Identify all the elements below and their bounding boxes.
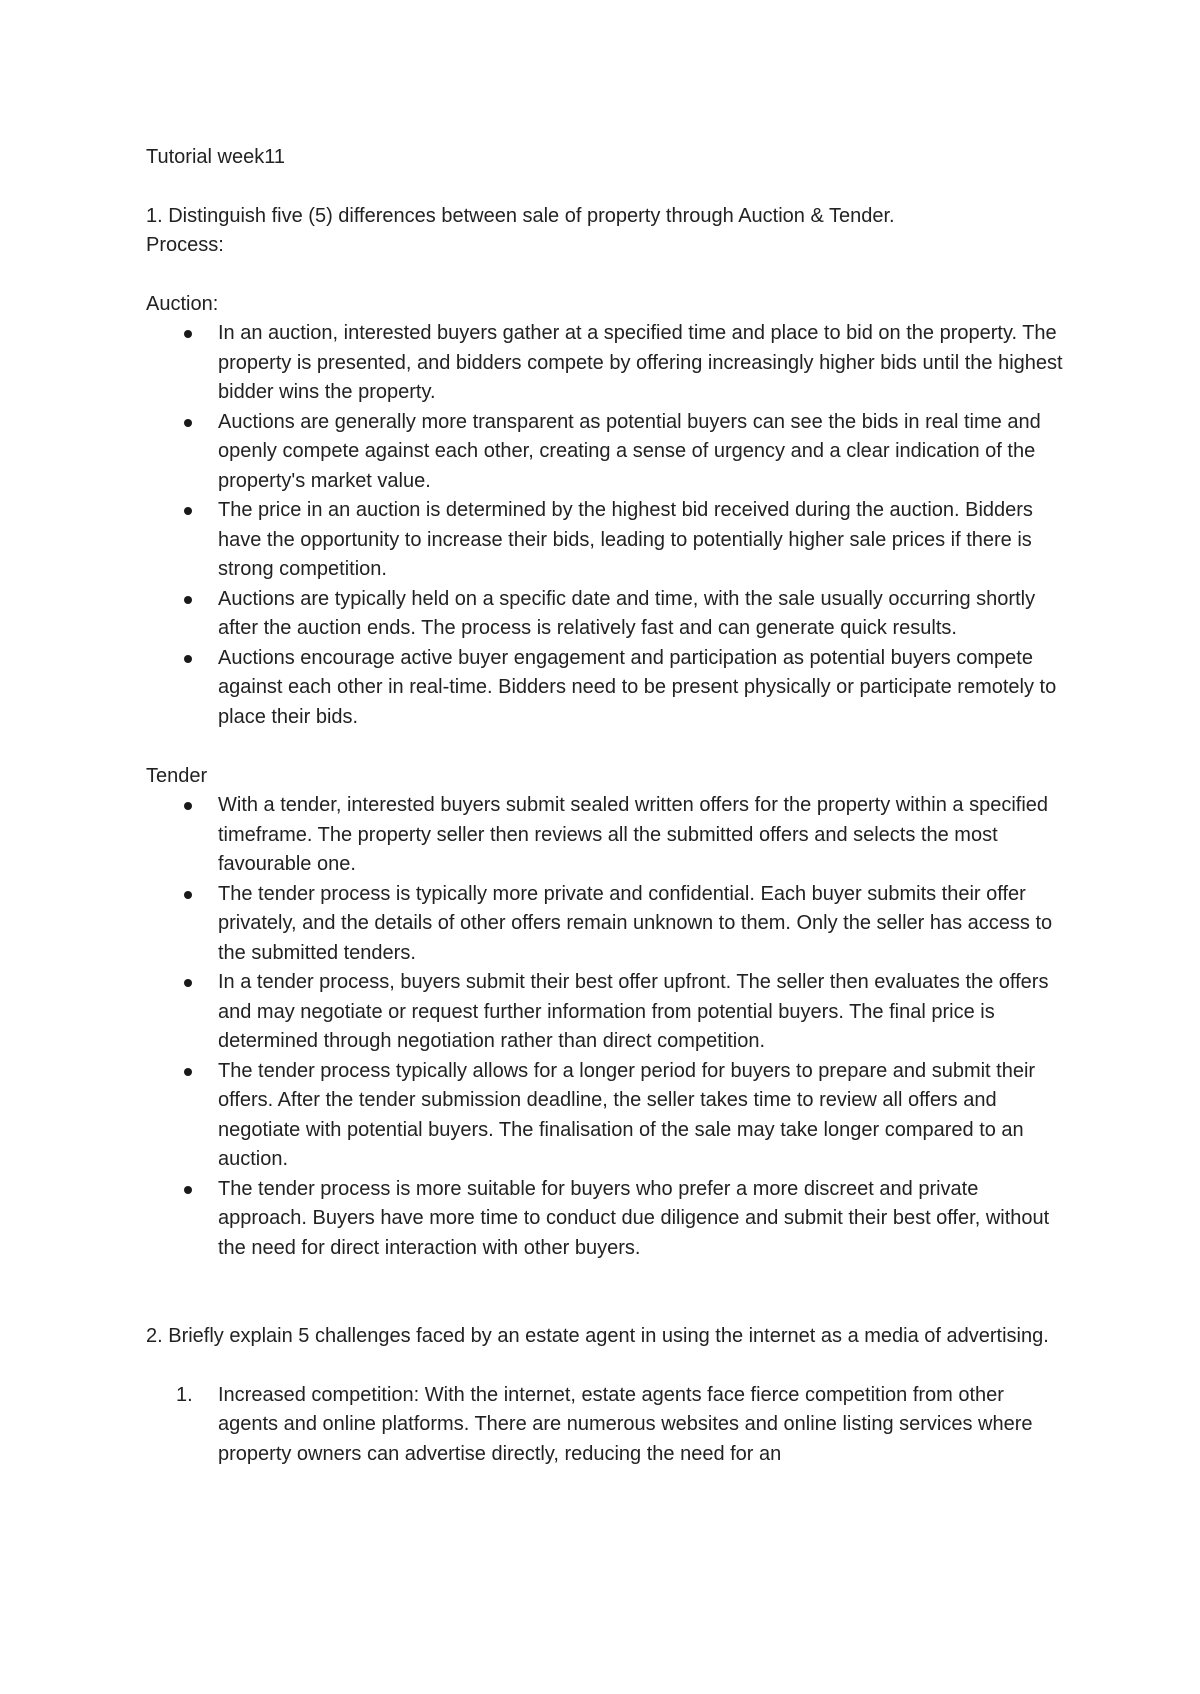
list-item (146, 880, 1066, 969)
spacer (146, 732, 1066, 762)
list-item (146, 1175, 1066, 1264)
question-2: 2. Briefly explain 5 challenges faced by an estate agent in using the internet as a media of advertising. (146, 1325, 1049, 1347)
tender-heading: Tender (146, 764, 208, 787)
auction-heading: Auction: (146, 292, 219, 315)
tender-list (146, 791, 1066, 1263)
list-item-number: 1. (176, 1383, 193, 1406)
list-item-text: The tender process is more suitable for buyers who prefer a more discreet and private approach. Buyers have more time to conduct due diligence and submit their best offer, without the need for direct interaction with other buyers. (218, 1177, 1050, 1259)
list-item-text: The tender process is typically more private and confidential. Each buyer submits their offer privately, and the details of other offers remain unknown to them. Only the seller has access to the submitted tenders. (218, 882, 1053, 964)
bullet-icon (184, 891, 192, 899)
list-item (146, 644, 1066, 733)
list-item (146, 791, 1066, 880)
challenges-list (146, 1381, 1066, 1470)
process-label: Process: (146, 234, 224, 256)
question-1: 1. Distinguish five (5) differences between sale of property through Auction & Tender. (146, 204, 895, 227)
bullet-icon (184, 419, 192, 427)
document-title: Tutorial week11 (146, 146, 285, 168)
list-item-text: In a tender process, buyers submit their best offer upfront. The seller then evaluates the offers and may negotiate or request further information from potential buyers. The final price is determined through negotiation rather than direct competition. (218, 971, 1049, 1052)
list-item-text: Auctions encourage active buyer engagement and participation as potential buyers compete against each other in real-time. Bidders need to be present physically or participate remotely to place their bids. (218, 646, 1057, 728)
list-item-text: Auctions are generally more transparent as potential buyers can see the bids in real time and openly compete against each other, creating a sense of urgency and a clear indication of the property's market value. (218, 410, 1041, 492)
bullet-icon (184, 507, 192, 515)
bullet-icon (184, 1186, 192, 1194)
bullet-icon (184, 330, 192, 338)
list-item (146, 1057, 1066, 1175)
list-item (146, 1381, 1066, 1470)
spacer (146, 1263, 1066, 1322)
list-item-text: With a tender, interested buyers submit sealed written offers for the property within a specified timeframe. The property seller then reviews all the submitted offers and selects the most favourable one. (218, 794, 1049, 875)
list-item (146, 319, 1066, 408)
list-item-text: In an auction, interested buyers gather at a specified time and place to bid on the property. The property is presented, and bidders compete by offering increasingly higher bids until the highest bidder wins the property. (218, 322, 1063, 403)
list-item-text: The price in an auction is determined by the highest bid received during the auction. Bidders have the opportunity to increase their bids, leading to potentially higher sale prices if there is strong competition. (218, 499, 1033, 580)
bullet-icon (184, 802, 192, 810)
bullet-icon (184, 979, 192, 987)
bullet-icon (184, 596, 192, 604)
list-item (146, 585, 1066, 644)
auction-list (146, 319, 1066, 732)
list-item (146, 968, 1066, 1057)
list-item-text: The tender process typically allows for a longer period for buyers to prepare and submit their offers. After the tender submission deadline, the seller takes time to review all offers and negotiate with potential buyers. The finalisation of the sale may take longer compared to an auction. (218, 1059, 1036, 1170)
list-item-text: Increased competition: With the internet, estate agents face fierce competition from other agents and online platforms. There are numerous websites and online listing services where property owners can advertise directly, reducing the need for an (218, 1383, 1033, 1465)
bullet-icon (184, 1068, 192, 1076)
document-page (146, 143, 1066, 1469)
list-item-text: Auctions are typically held on a specific date and time, with the sale usually occurring shortly after the auction ends. The process is relatively fast and can generate quick results. (218, 587, 1036, 639)
list-item (146, 408, 1066, 497)
list-item (146, 496, 1066, 585)
bullet-icon (184, 655, 192, 663)
